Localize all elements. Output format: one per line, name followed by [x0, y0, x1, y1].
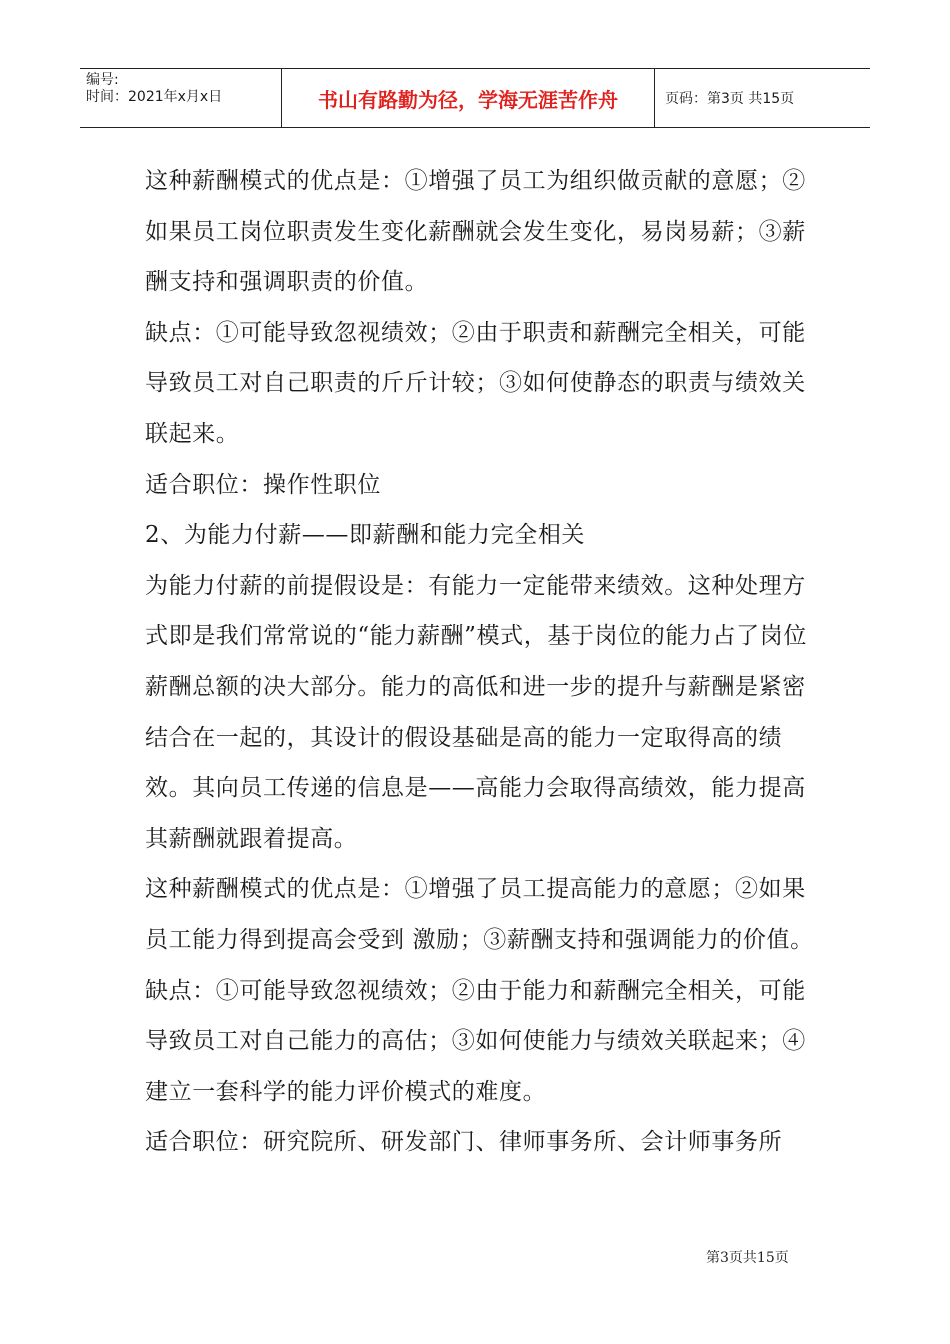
page-footer: 第3页共15页: [706, 1250, 789, 1266]
time-label: 时间：2021年x月x日: [86, 89, 223, 105]
document-header: [80, 68, 870, 128]
paragraph-ability-advantages: 这种薪酬模式的优点是：①增强了员工提高能力的意愿；②如果员工能力得到提高会受到 激励；③薪酬支持和强调能力的价值。: [145, 876, 814, 953]
paragraph-job-advantages: 这种薪酬模式的优点是：①增强了员工为组织做贡献的意愿；②如果员工岗位职责发生变化薪酬就会发生变化，易岗易薪；③薪酬支持和强调职责的价值。: [145, 168, 806, 296]
header-page-label: 页码：第3页 共15页: [665, 91, 795, 107]
paragraph-job-suitable: 适合职位：操作性职位: [145, 471, 381, 498]
number-label: 编号:: [86, 72, 119, 88]
header-motto: 书山有路勤为径，学海无涯苦作舟: [282, 69, 655, 127]
paragraph-ability-disadvantages: 缺点：①可能导致忽视绩效；②由于能力和薪酬完全相关，可能导致员工对自己能力的高估；③如何使能力与绩效关联起来；④建立一套科学的能力评价模式的难度。: [145, 977, 806, 1105]
paragraph-ability-suitable: 适合职位：研究院所、研发部门、律师事务所、会计师事务所: [145, 1129, 783, 1156]
header-meta-cell: [80, 69, 282, 127]
paragraph-job-disadvantages: 缺点：①可能导致忽视绩效；②由于职责和薪酬完全相关，可能导致员工对自己职责的斤斤计较；③如何使静态的职责与绩效关联起来。: [145, 319, 806, 447]
paragraph-ability-premise: 为能力付薪的前提假设是：有能力一定能带来绩效。这种处理方式即是我们常常说的“能力薪酬”模式，基于岗位的能力占了岗位薪酬总额的决大部分。能力的高低和进一步的提升与薪酬是紧密结合在一起的，其设计的假设基础是高的能力一定取得高的绩效。其向员工传递的信息是——高能力会取得高绩效，能力提高其薪酬就跟着提高。: [145, 572, 807, 852]
document-body: [145, 156, 825, 1168]
section-heading-ability-pay: 2、为能力付薪——即薪酬和能力完全相关: [145, 522, 586, 549]
